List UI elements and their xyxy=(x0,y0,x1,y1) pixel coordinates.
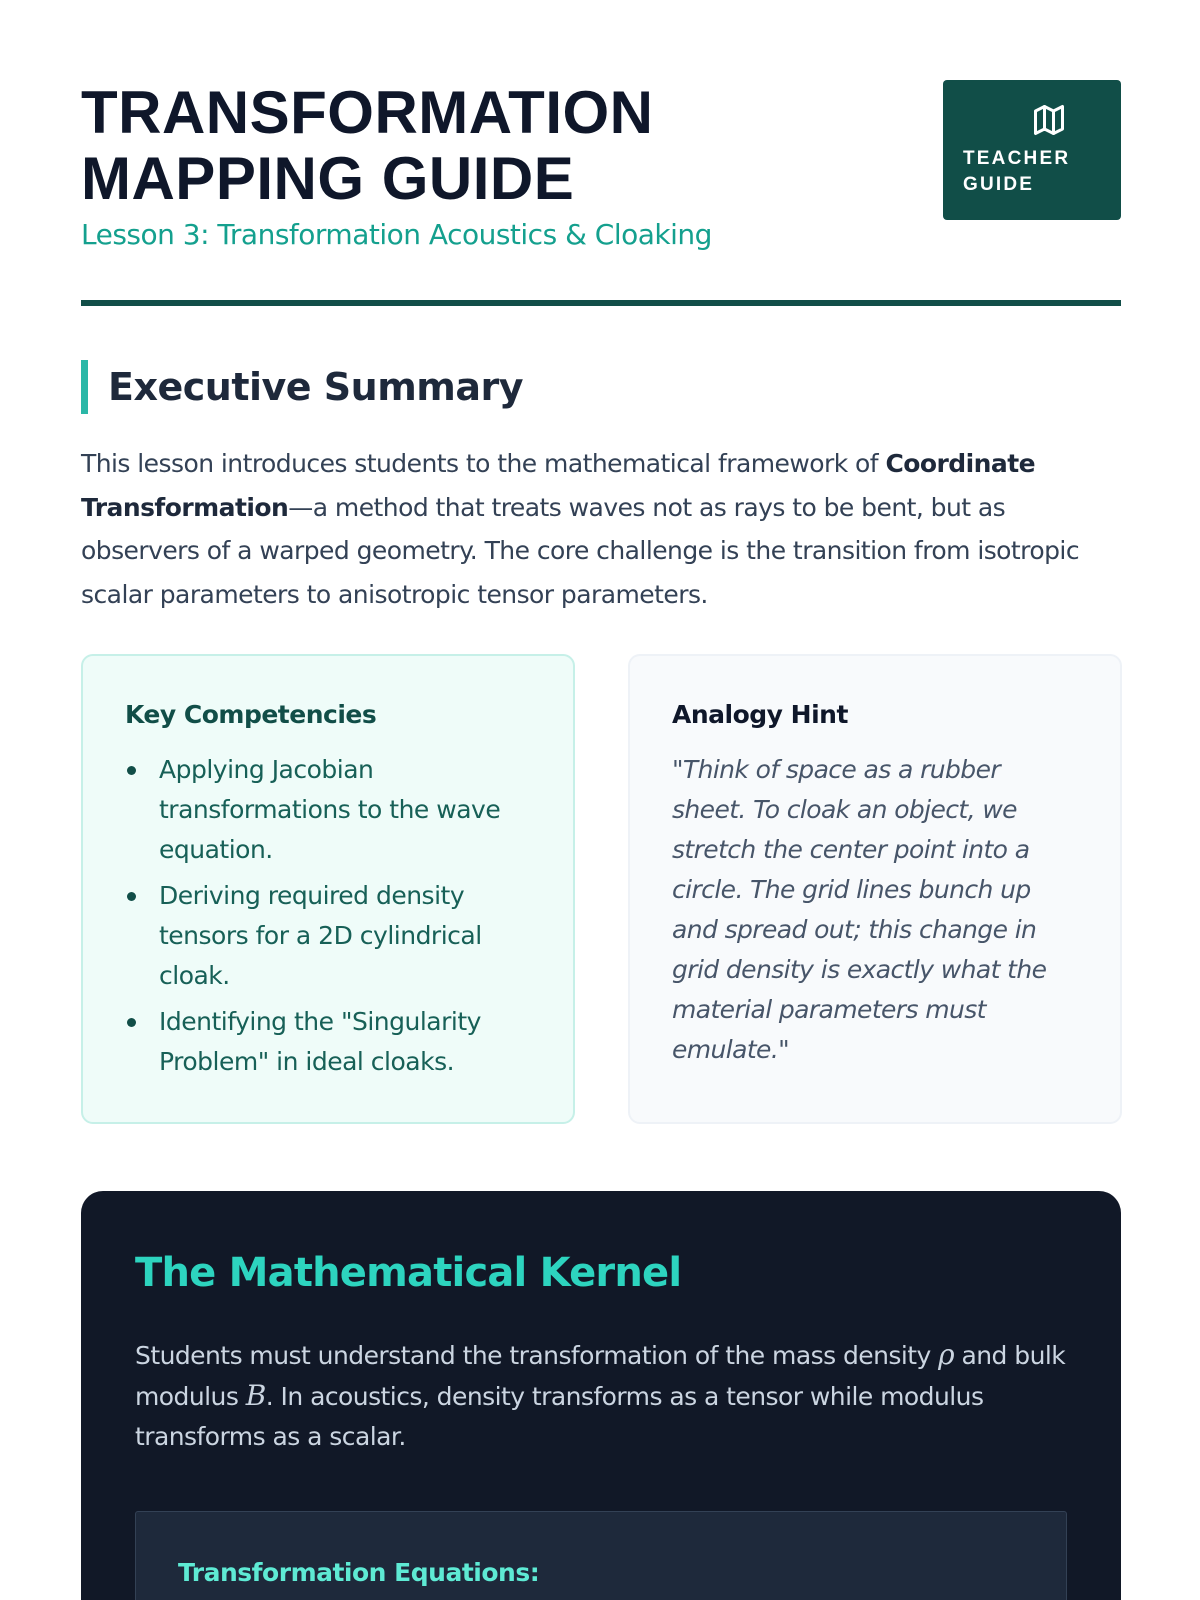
summary-emphasis: Coordinate Transformation xyxy=(81,449,1036,522)
equations-title: Transformation Equations: xyxy=(178,1558,540,1587)
key-competencies-title: Key Competencies xyxy=(125,700,377,729)
teacher-guide-badge xyxy=(943,80,1121,220)
page-subtitle: Lesson 3: Transformation Acoustics & Cloaking xyxy=(81,218,712,251)
list-item: Applying Jacobian transformations to the wave equation. xyxy=(125,750,533,870)
analogy-hint-card xyxy=(628,654,1122,1124)
rho-symbol: ρ xyxy=(938,1338,955,1371)
kernel-title: The Mathematical Kernel xyxy=(135,1250,682,1296)
key-competencies-card xyxy=(81,654,575,1124)
header-divider xyxy=(81,300,1121,306)
transformation-equations-box xyxy=(135,1511,1067,1600)
summary-text-start: This lesson introduces students to the mathematical framework of xyxy=(81,449,886,478)
list-item: Deriving required density tensors for a 2D cylindrical cloak. xyxy=(125,876,533,996)
summary-text-end: —a method that treats waves not as rays to be bent, but as observers of a warped geometry. The core challenge is the transition from isotropic scalar parameters to anisotropic tensor parameters. xyxy=(81,492,1080,609)
bullet-icon xyxy=(127,766,136,775)
analogy-hint-title: Analogy Hint xyxy=(672,700,848,729)
page-header xyxy=(81,80,1121,306)
map-icon xyxy=(1031,102,1067,138)
competencies-list xyxy=(125,750,533,1082)
executive-summary-heading: Executive Summary xyxy=(81,360,523,414)
list-item: Identifying the "Singularity Problem" in ideal cloaks. xyxy=(125,1002,533,1082)
executive-summary-text xyxy=(81,442,1121,616)
analogy-quote: "Think of space as a rubber sheet. To cloak an object, we stretch the center point into a circle. The grid lines bunch up and spread out; this change in grid density is exactly what the material parameters must emulate." xyxy=(672,755,1047,1064)
page-title: TRANSFORMATION MAPPING GUIDE xyxy=(81,79,654,212)
badge-label: TEACHER GUIDE xyxy=(963,148,1071,195)
mathematical-kernel-panel xyxy=(81,1191,1121,1600)
bullet-icon xyxy=(127,892,136,901)
bulk-modulus-symbol: B xyxy=(245,1379,266,1412)
kernel-description: Students must understand the transformation of the mass density ρ and bulk modulus B. In acoustics, density transforms as a tensor while modulus transforms as a scalar. xyxy=(135,1338,1066,1451)
bullet-icon xyxy=(127,1018,136,1027)
